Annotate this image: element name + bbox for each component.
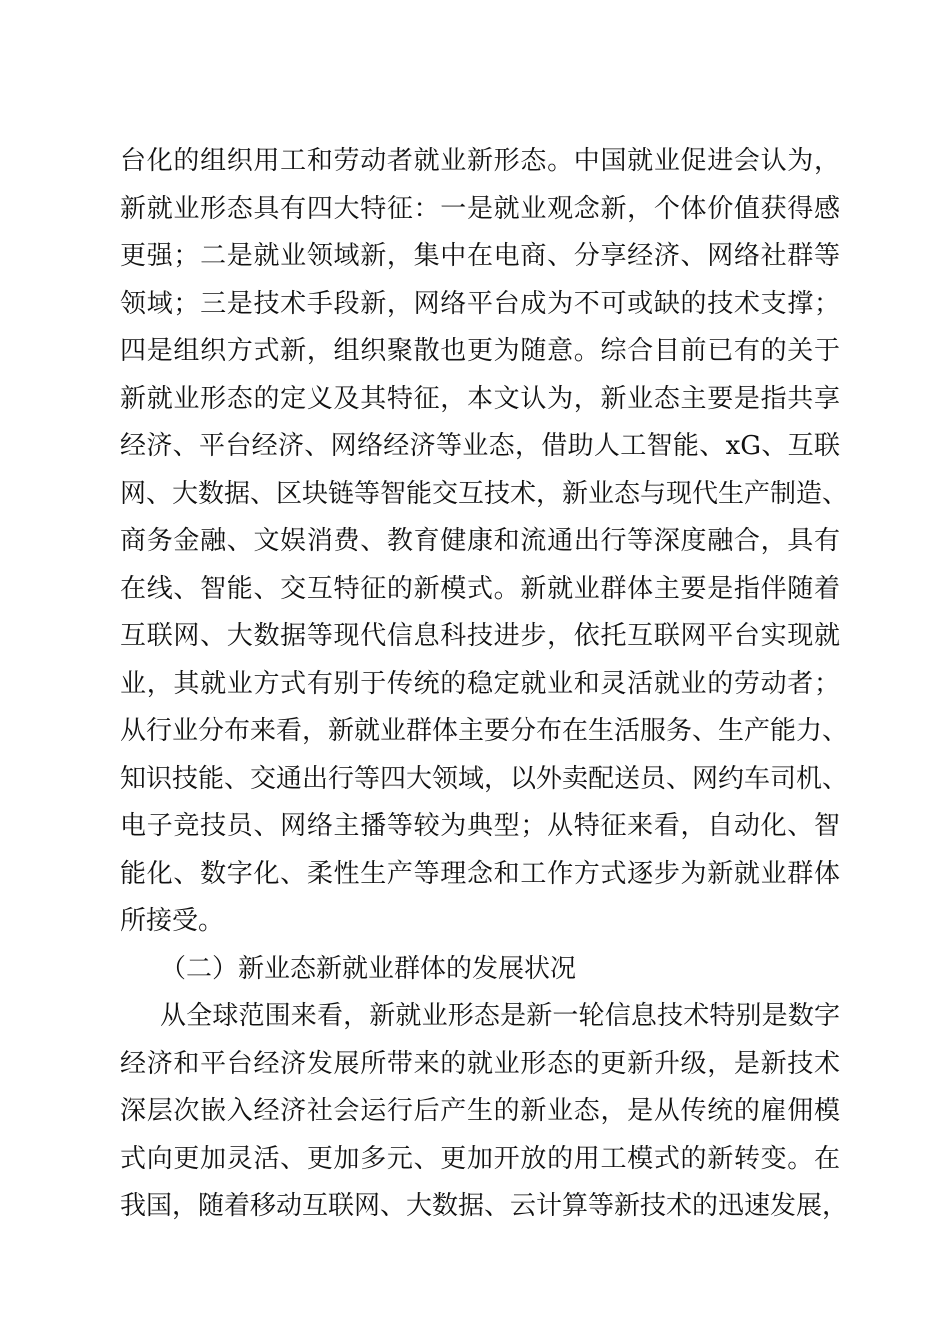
- body-text-line: 商务金融、文娱消费、教育健康和流通出行等深度融合，具有: [120, 526, 840, 556]
- body-text-line: 能化、数字化、柔性生产等理念和工作方式逐步为新就业群体: [120, 859, 840, 889]
- body-text-line: 业，其就业方式有别于传统的稳定就业和灵活就业的劳动者；: [120, 669, 840, 699]
- body-text-line: 电子竞技员、网络主播等较为典型；从特征来看，自动化、智: [120, 811, 840, 841]
- body-text-line: 领域；三是技术手段新，网络平台成为不可或缺的技术支撑；: [120, 289, 840, 319]
- section-heading: （二）新业态新就业群体的发展状况: [160, 954, 577, 984]
- body-text-line: 更强；二是就业领域新，集中在电商、分享经济、网络社群等: [120, 241, 840, 271]
- body-text-line: 深层次嵌入经济社会运行后产生的新业态，是从传统的雇佣模: [120, 1096, 840, 1126]
- body-text-line: 从行业分布来看，新就业群体主要分布在生活服务、生产能力、: [120, 716, 849, 746]
- body-text-line: 知识技能、交通出行等四大领域，以外卖配送员、网约车司机、: [120, 764, 849, 794]
- body-text-line: 式向更加灵活、更加多元、更加开放的用工模式的新转变。在: [120, 1144, 840, 1174]
- body-text-line: 经济和平台经济发展所带来的就业形态的更新升级，是新技术: [120, 1049, 840, 1079]
- body-text-line: 台化的组织用工和劳动者就业新形态。中国就业促进会认为，: [120, 146, 840, 176]
- body-text-line: 在线、智能、交互特征的新模式。新就业群体主要是指伴随着: [120, 574, 840, 604]
- body-text-line: 新就业形态的定义及其特征，本文认为，新业态主要是指共享: [120, 384, 840, 414]
- body-text-line: 我国，随着移动互联网、大数据、云计算等新技术的迅速发展，: [120, 1191, 849, 1221]
- body-text-line: 四是组织方式新，组织聚散也更为随意。综合目前已有的关于: [120, 336, 840, 366]
- body-text-line: 经济、平台经济、网络经济等业态，借助人工智能、xG、互联: [120, 431, 840, 461]
- body-text-line: 从全球范围来看，新就业形态是新一轮信息技术特别是数字: [160, 1001, 840, 1031]
- body-text-line: 新就业形态具有四大特征：一是就业观念新，个体价值获得感: [120, 194, 840, 224]
- body-text-line: 网、大数据、区块链等智能交互技术，新业态与现代生产制造、: [120, 479, 849, 509]
- body-text-line: 互联网、大数据等现代信息科技进步，依托互联网平台实现就: [120, 621, 840, 651]
- body-text-line: 所接受。: [120, 906, 225, 936]
